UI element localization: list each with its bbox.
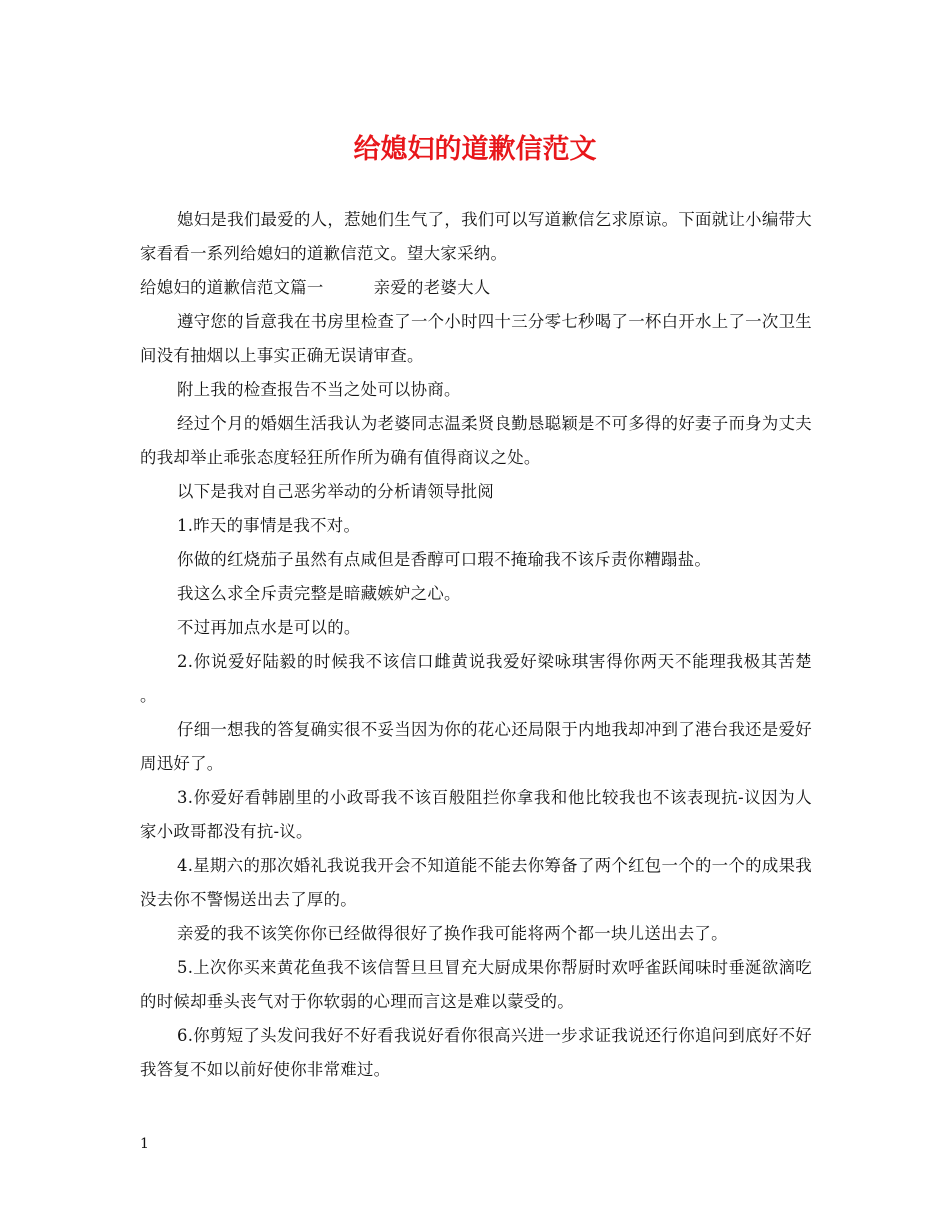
body-paragraph: 经过个月的婚姻生活我认为老婆同志温柔贤良勤恳聪颖是不可多得的好妻子而身为丈夫的我却举止乖张态度轻狂所作所为确有值得商议之处。 [140, 414, 812, 467]
document-body [140, 203, 812, 1087]
body-paragraph: 不过再加点水是可以的。 [177, 618, 361, 637]
document-title: 给媳妇的道歉信范文 [353, 134, 597, 165]
section-heading: 给媳妇的道歉信范文篇一 亲爱的老婆大人 [140, 278, 491, 297]
body-paragraph: 我这么求全斥责完整是暗藏嫉妒之心。 [177, 584, 461, 603]
body-paragraph: 以下是我对自己恶劣举动的分析请领导批阅 [177, 482, 495, 501]
list-item: 5.上次你买来黄花鱼我不该信誓旦旦冒充大厨成果你帮厨时欢呼雀跃闻味时垂涎欲滴吃的时候却垂头丧气对于你软弱的心理而言这是难以蒙受的。 [140, 958, 812, 1011]
list-item: 6.你剪短了头发问我好不好看我说好看你很高兴进一步求证我说还行你追问到底好不好我答复不如以前好使你非常难过。 [140, 1026, 812, 1079]
body-paragraph: 遵守您的旨意我在书房里检查了一个小时四十三分零七秒喝了一杯白开水上了一次卫生间没有抽烟以上事实正确无误请审查。 [140, 312, 812, 365]
list-item: 1.昨天的事情是我不对。 [177, 516, 361, 535]
body-paragraph: 附上我的检查报告不当之处可以协商。 [177, 380, 461, 399]
page-number: 1 [140, 1136, 149, 1152]
intro-paragraph: 媳妇是我们最爱的人，惹她们生气了，我们可以写道歉信乞求原谅。下面就让小编带大家看看一系列给媳妇的道歉信范文。望大家采纳。 [140, 210, 812, 263]
body-paragraph: 你做的红烧茄子虽然有点咸但是香醇可口瑕不掩瑜我不该斥责你糟蹋盐。 [177, 550, 712, 569]
body-paragraph: 亲爱的我不该笑你你已经做得很好了换作我可能将两个都一块儿送出去了。 [177, 924, 728, 943]
body-paragraph: 仔细一想我的答复确实很不妥当因为你的花心还局限于内地我却冲到了港台我还是爱好周迅好了。 [140, 720, 812, 773]
list-item: 2.你说爱好陆毅的时候我不该信口雌黄说我爱好梁咏琪害得你两天不能理我极其苦楚 。 [140, 652, 812, 705]
list-item: 3.你爱好看韩剧里的小政哥我不该百般阻拦你拿我和他比较我也不该表现抗-议因为人家小政哥都没有抗-议。 [140, 788, 812, 841]
list-item: 4.星期六的那次婚礼我说我开会不知道能不能去你筹备了两个红包一个的一个的成果我没去你不警惕送出去了厚的。 [140, 856, 812, 909]
